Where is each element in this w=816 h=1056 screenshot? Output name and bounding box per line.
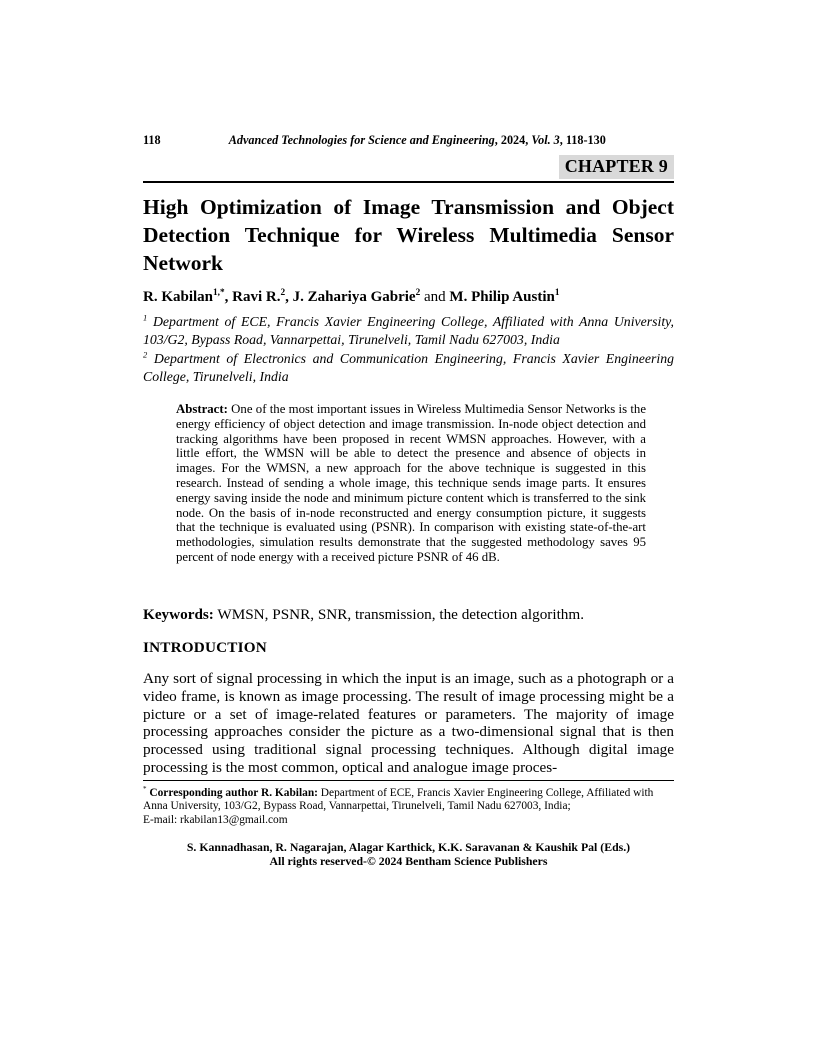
keywords-text: WMSN, PSNR, SNR, transmission, the detection algorithm. — [213, 606, 585, 623]
chapter-badge: CHAPTER 9 — [559, 155, 674, 179]
footnote-marker: * — [143, 785, 147, 794]
introduction-paragraph: Any sort of signal processing in which the input is an image, such as a photograph or a video frame, is known as image processing. The result of image processing might be a picture or a set of image-related features or parameters. The majority of image processing approaches consider the picture as a two-dimensional signal that is then processed using traditional signal processing techniques. Although digital image processing is the most common, optical and analogue image proces- — [143, 670, 674, 776]
chapter-row — [143, 155, 674, 179]
header-divider — [143, 181, 674, 183]
editors-line: S. Kannadhasan, R. Nagarajan, Alagar Karthick, K.K. Saravanan & Kaushik Pal (Eds.) — [186, 840, 631, 854]
affiliation-1: $^1$ Department of ECE, Francis Xavier Engineering College, Affiliated with Anna University, 103/G2, Bypass Road, Vannarpettai, Tirunelveli, Tamil Nadu 627003, India — [143, 312, 674, 347]
author-line: R. Kabilan$^{1,*}$, Ravi R.$^2$, J. Zahariya Gabrie$^2$ and M. Philip Austin$^1$ — [143, 288, 560, 305]
footnote-lead: Corresponding author R. Kabilan: — [146, 787, 318, 799]
journal-pages: 118-130 — [565, 133, 606, 147]
footnote-text: * Corresponding author R. Kabilan: Department of ECE, Francis Xavier Engineering College, Affiliated with Anna University, 103/G2, Bypass Road, Vannarpettai, Tirunelveli, Tamil Nadu 627003, India; — [143, 785, 654, 813]
footnote-email: E-mail: rkabilan13@gmail.com — [143, 813, 288, 826]
journal-volume: Vol. 3 — [531, 133, 560, 147]
publisher-footer — [143, 841, 674, 869]
rights-line: All rights reserved-© 2024 Bentham Science Publishers — [269, 853, 548, 868]
author-4: M. Philip Austin — [449, 289, 555, 305]
author-1: R. Kabilan — [143, 289, 214, 305]
abstract — [176, 402, 646, 565]
corresponding-author-footnote — [143, 787, 674, 827]
journal-year: 2024 — [500, 133, 526, 147]
abstract-text: One of the most important issues in Wireless Multimedia Sensor Networks is the energy efficiency of object detection and image transmission. In-node object detection and tracking algorithms have been proposed in recent WMSN approaches. However, with a little effort, the WMSN will be able to detect the presence and absence of objects in images. For the WMSN, a new approach for the above technique is suggested in this research. Instead of sending a whole image, this technique sends image parts. It ensures energy saving inside the node and minimum picture content which is transferred to the sink node. On the basis of in-node reconstructed and energy consumption picture, it suggests that the technique is evaluated using (PSNR). In comparison with existing state-of-the-art methodologies, simulation results demonstrate that the suggested methodology saves 95 percent of node energy with a received picture PSNR of 46 dB. — [176, 402, 646, 564]
abstract-label: Abstract: — [176, 402, 228, 416]
author-3: J. Zahariya Gabrie — [292, 289, 416, 305]
journal-citation: Advanced Technologies for Science and Engineering, 2024, Vol. 3, 118-130 — [228, 133, 606, 147]
affiliation-2: $^2$ Department of Electronics and Communication Engineering, Francis Xavier Engineering College, Tirunelveli, India — [143, 349, 674, 384]
author-2: Ravi R. — [232, 289, 281, 305]
chapter-title: High Optimization of Image Transmission and Object Detection Technique for Wireless Multimedia Sensor Network — [143, 195, 674, 275]
footnote-divider — [143, 780, 674, 781]
introduction-heading: INTRODUCTION — [143, 639, 267, 656]
keywords-label: Keywords: — [143, 606, 214, 623]
keywords-line — [143, 606, 674, 624]
page-number: 118 — [143, 133, 161, 147]
journal-name: Advanced Technologies for Science and Engineering — [228, 133, 495, 147]
running-header — [143, 133, 674, 148]
